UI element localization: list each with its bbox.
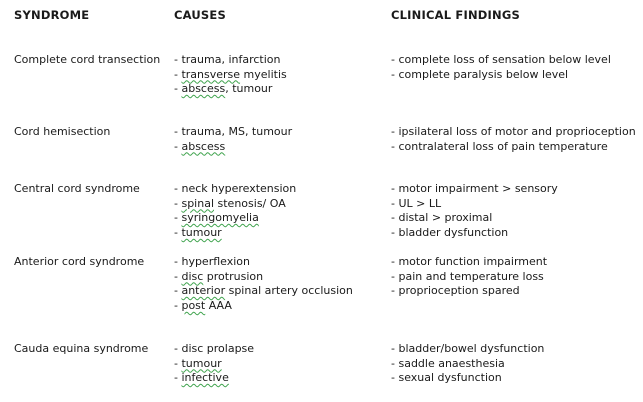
- spellcheck-flagged-word: disc: [181, 269, 204, 283]
- cause-item: - post AAA: [174, 298, 232, 312]
- finding-item: - ipsilateral loss of motor and proprioception: [391, 125, 636, 138]
- spellcheck-flagged-word: abscess: [181, 139, 226, 153]
- spellcheck-flagged-word: transverse: [181, 67, 241, 81]
- spellcheck-flagged-word: tumour: [181, 356, 222, 370]
- finding-item: - motor function impairment: [391, 255, 548, 268]
- finding-item: - complete paralysis below level: [391, 67, 569, 81]
- clinical-findings-list: [391, 255, 547, 299]
- spellcheck-flagged-word: anterior: [181, 284, 226, 298]
- cause-item: - anterior spinal artery occlusion: [174, 284, 353, 298]
- syndrome-name: Anterior cord syndrome: [14, 255, 145, 268]
- clinical-findings-list: [391, 342, 544, 386]
- finding-item: - sexual dysfunction: [391, 371, 502, 385]
- syndrome-name: Central cord syndrome: [14, 182, 140, 195]
- cause-item: - spinal stenosis/ OA: [174, 196, 286, 210]
- spellcheck-flagged-word: syringomyelia: [181, 211, 259, 225]
- finding-item: - complete loss of sensation below level: [391, 53, 611, 66]
- cause-item: - infective: [174, 371, 229, 385]
- cause-item: - syringomyelia: [174, 211, 259, 225]
- cause-item: - tumour: [174, 225, 222, 239]
- cause-item: - disc protrusion: [174, 269, 264, 283]
- finding-item: - bladder dysfunction: [391, 225, 509, 239]
- clinical-findings-list: [391, 125, 636, 154]
- finding-item: - saddle anaesthesia: [391, 356, 505, 370]
- spellcheck-flagged-word: post: [181, 298, 206, 312]
- cause-item: - disc prolapse: [174, 342, 255, 355]
- finding-item: - UL > LL: [391, 196, 442, 210]
- spellcheck-flagged-word: tumour: [181, 225, 222, 239]
- cause-item: - tumour: [174, 356, 222, 370]
- header-clinical-findings: CLINICAL FINDINGS: [391, 8, 520, 22]
- finding-item: - motor impairment > sensory: [391, 182, 558, 195]
- causes-list: [174, 53, 287, 97]
- cause-item: - trauma, infarction: [174, 53, 281, 66]
- cause-item: - transverse myelitis: [174, 67, 287, 81]
- causes-list: [174, 255, 353, 313]
- causes-list: [174, 342, 254, 386]
- syndrome-name: Cord hemisection: [14, 125, 111, 138]
- finding-item: - distal > proximal: [391, 211, 493, 225]
- finding-item: - bladder/bowel dysfunction: [391, 342, 545, 355]
- cause-item: - hyperflexion: [174, 255, 250, 268]
- clinical-findings-list: [391, 53, 611, 82]
- spellcheck-flagged-word: abscess: [181, 82, 226, 96]
- causes-list: [174, 182, 296, 240]
- causes-list: [174, 125, 292, 154]
- finding-item: - contralateral loss of pain temperature: [391, 139, 608, 153]
- finding-item: - proprioception spared: [391, 284, 520, 298]
- cause-item: - abscess, tumour: [174, 82, 273, 96]
- finding-item: - pain and temperature loss: [391, 269, 544, 283]
- cause-item: - abscess: [174, 139, 226, 153]
- syndrome-name: Cauda equina syndrome: [14, 342, 149, 355]
- syndrome-name: Complete cord transection: [14, 53, 161, 66]
- cause-item: - trauma, MS, tumour: [174, 125, 293, 138]
- clinical-findings-list: [391, 182, 558, 240]
- header-syndrome: SYNDROME: [14, 8, 90, 22]
- header-causes: CAUSES: [174, 8, 226, 22]
- spellcheck-flagged-word: infective: [181, 371, 229, 385]
- cause-item: - neck hyperextension: [174, 182, 297, 195]
- spellcheck-flagged-word: spinal: [181, 196, 215, 210]
